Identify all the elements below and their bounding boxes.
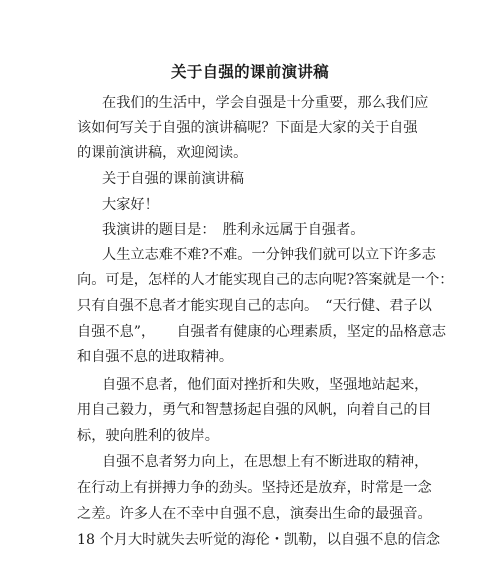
paragraph-line: 之差。许多人在不幸中自强不息，演奏出生命的最强音。 <box>77 506 432 522</box>
paragraph-line: 和自强不息的进取精神。 <box>77 349 234 365</box>
paragraph-line: 标，驶向胜利的彼岸。 <box>77 428 219 444</box>
paragraph-line: 大家好！ <box>102 197 159 213</box>
paragraph-line: 关于自强的课前演讲稿 <box>102 171 244 187</box>
paragraph-line: 人生立志难不难?不难。一分钟我们就可以立下许多志 <box>102 247 436 263</box>
paragraph-line: 自强不息者，他们面对挫折和失败，坚强地站起来， <box>102 377 429 393</box>
paragraph-line: 向。可是，怎样的人才能实现自己的志向呢?答案就是一个： <box>77 272 454 288</box>
paragraph-line: 18 个月大时就失去听觉的海伦・凯勒，以自强不息的信念 <box>77 532 441 548</box>
paragraph-line: 只有自强不息者才能实现自己的志向。 “天行健、君子以 <box>77 298 432 314</box>
paragraph-line: 用自己毅力，勇气和智慧扬起自强的风帆，向着自己的目 <box>77 402 432 418</box>
paragraph-line: 自强不息者努力向上，在思想上有不断进取的精神， <box>102 454 429 470</box>
paragraph-line: 自强不息”， 自强者有健康的心理素质，坚定的品格意志 <box>77 324 447 340</box>
document-title: 关于自强的课前演讲稿 <box>170 62 329 81</box>
paragraph-line: 在行动上有拼搏力争的劲头。坚持还是放弃，时常是一念 <box>77 480 432 496</box>
paragraph-line: 我演讲的题目是： 胜利永远属于自强者。 <box>102 222 365 238</box>
paragraph-line: 在我们的生活中，学会自强是十分重要，那么我们应 <box>102 95 429 111</box>
paragraph-line: 的课前演讲稿，欢迎阅读。 <box>77 145 248 161</box>
paragraph-line: 该如何写关于自强的演讲稿呢？下面是大家的关于自强 <box>77 120 418 136</box>
